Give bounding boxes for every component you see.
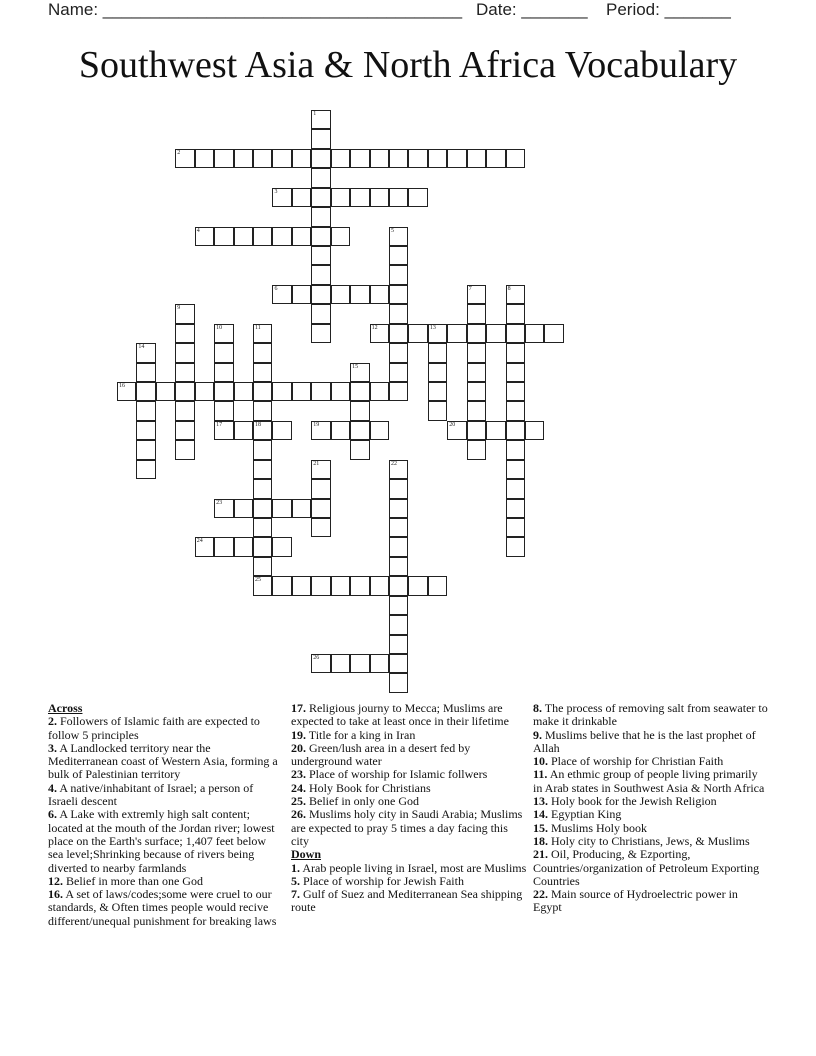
crossword-cell[interactable] <box>331 421 350 440</box>
down-clue-14: 14. Egyptian King <box>533 807 622 822</box>
crossword-cell[interactable] <box>389 479 408 498</box>
crossword-cell[interactable] <box>331 654 350 673</box>
crossword-cell[interactable] <box>195 149 214 168</box>
clue-number: 25 <box>255 577 261 584</box>
down-heading: Down <box>291 847 322 862</box>
crossword-cell[interactable] <box>311 227 330 246</box>
clue-number: 16 <box>119 383 125 390</box>
crossword-cell[interactable] <box>136 440 155 459</box>
crossword-cell[interactable] <box>408 576 427 595</box>
crossword-cell[interactable] <box>389 304 408 323</box>
crossword-cell[interactable] <box>311 265 330 284</box>
down-clue-9: 9. Muslims belive that he is the last prophet of Allah <box>533 727 756 755</box>
across-clue-6: 6. A Lake with extremly high salt content; located at the mouth of the Jordan river; lowest place on the Earth's surface; 1,407 feet below sea level;Shrinking because of rivers being diverted to nearby farmlands <box>48 807 275 875</box>
crossword-cell[interactable] <box>292 382 311 401</box>
crossword-cell[interactable] <box>136 363 155 382</box>
crossword-cell[interactable] <box>486 324 505 343</box>
clue-number: 21 <box>313 460 320 467</box>
clue-number: 17 <box>216 421 223 428</box>
crossword-cell[interactable] <box>136 460 155 479</box>
across-clue-25: 25. Belief in only one God <box>291 794 419 809</box>
crossword-cell[interactable] <box>272 499 291 518</box>
crossword-cell[interactable] <box>447 421 466 440</box>
crossword-cell[interactable] <box>214 421 233 440</box>
across-clue-12: 12. Belief in more than one God <box>48 873 203 888</box>
crossword-cell[interactable] <box>525 421 544 440</box>
down-clue-18: 18. Holy city to Christians, Jews, & Muslims <box>533 833 750 848</box>
crossword-cell[interactable] <box>175 382 194 401</box>
crossword-cell[interactable] <box>467 304 486 323</box>
crossword-cell[interactable] <box>370 188 389 207</box>
page-title: Southwest Asia & North Africa Vocabulary <box>78 44 738 86</box>
crossword-cell[interactable] <box>117 382 136 401</box>
crossword-cell[interactable] <box>253 499 272 518</box>
crossword-cell[interactable] <box>175 324 194 343</box>
crossword-cell[interactable] <box>311 304 330 323</box>
crossword-cell[interactable] <box>389 363 408 382</box>
crossword-cell[interactable] <box>214 363 233 382</box>
crossword-cell[interactable] <box>389 654 408 673</box>
crossword-cell[interactable] <box>311 285 330 304</box>
crossword-cell[interactable] <box>506 460 525 479</box>
crossword-cell[interactable] <box>175 343 194 362</box>
crossword-cell[interactable] <box>156 382 175 401</box>
crossword-cell[interactable] <box>331 188 350 207</box>
crossword-cell[interactable] <box>370 324 389 343</box>
crossword-cell[interactable] <box>272 576 291 595</box>
crossword-cell[interactable] <box>253 557 272 576</box>
crossword-cell[interactable] <box>350 382 369 401</box>
crossword-cell[interactable] <box>311 129 330 148</box>
clue-number: 6 <box>274 285 278 292</box>
crossword-cell[interactable] <box>486 149 505 168</box>
across-clue-24: 24. Holy Book for Christians <box>291 780 431 795</box>
crossword-cell[interactable] <box>506 363 525 382</box>
across-clue-19: 19. Title for a king in Iran <box>291 727 416 742</box>
crossword-cell[interactable] <box>175 421 194 440</box>
crossword-cell[interactable] <box>195 382 214 401</box>
clue-number: 10 <box>216 324 223 331</box>
crossword-cell[interactable] <box>292 499 311 518</box>
crossword-cell[interactable] <box>253 382 272 401</box>
crossword-cell[interactable] <box>506 421 525 440</box>
across-clue-20: 20. Green/lush area in a desert fed by underground water <box>291 740 471 769</box>
crossword-cell[interactable] <box>389 537 408 556</box>
crossword-cell[interactable] <box>253 421 272 440</box>
crossword-cell[interactable] <box>331 285 350 304</box>
crossword-cell[interactable] <box>350 576 369 595</box>
crossword-cell[interactable] <box>428 324 447 343</box>
crossword-cell[interactable] <box>389 557 408 576</box>
across-heading: Across <box>48 701 83 715</box>
crossword-cell[interactable] <box>389 343 408 362</box>
crossword-cell[interactable] <box>214 227 233 246</box>
crossword-cell[interactable] <box>195 227 214 246</box>
crossword-cell[interactable] <box>292 188 311 207</box>
crossword-cell[interactable] <box>272 382 291 401</box>
crossword-cell[interactable] <box>175 363 194 382</box>
crossword-cell[interactable] <box>253 479 272 498</box>
crossword-cell[interactable] <box>525 324 544 343</box>
across-clue-17: 17. Religious journy to Mecca; Muslims are expected to take at least once in their lifetime <box>291 701 509 729</box>
crossword-cell[interactable] <box>506 537 525 556</box>
crossword-cell[interactable] <box>253 537 272 556</box>
crossword-cell[interactable] <box>175 401 194 420</box>
crossword-cell[interactable] <box>544 324 563 343</box>
crossword-cell[interactable] <box>253 363 272 382</box>
crossword-cell[interactable] <box>214 499 233 518</box>
crossword-cell[interactable] <box>253 518 272 537</box>
crossword-cell[interactable] <box>506 285 525 304</box>
crossword-cell[interactable] <box>136 421 155 440</box>
crossword-cell[interactable] <box>331 382 350 401</box>
crossword-cell[interactable] <box>408 324 427 343</box>
clue-number: 7 <box>468 285 472 292</box>
crossword-cell[interactable] <box>350 285 369 304</box>
crossword-cell[interactable] <box>136 382 155 401</box>
crossword-cell[interactable] <box>506 343 525 362</box>
crossword-cell[interactable] <box>350 401 369 420</box>
crossword-cell[interactable] <box>506 304 525 323</box>
crossword-cell[interactable] <box>467 440 486 459</box>
crossword-cell[interactable] <box>234 537 253 556</box>
crossword-cell[interactable] <box>428 382 447 401</box>
crossword-cell[interactable] <box>311 479 330 498</box>
crossword-cell[interactable] <box>506 149 525 168</box>
crossword-cell[interactable] <box>408 188 427 207</box>
clue-number: 19 <box>313 421 320 428</box>
crossword-cell[interactable] <box>428 149 447 168</box>
crossword-cell[interactable] <box>253 440 272 459</box>
crossword-cell[interactable] <box>234 382 253 401</box>
crossword-cell[interactable] <box>311 576 330 595</box>
crossword-cell[interactable] <box>506 479 525 498</box>
across-clue-26: 26. Muslims holy city in Saudi Arabia; Muslims are expected to pray 5 times a day facing this city <box>291 807 523 848</box>
crossword-cell[interactable] <box>272 149 291 168</box>
crossword-cell[interactable] <box>331 227 350 246</box>
down-clue-22: 22. Main source of Hydroelectric power in Egypt <box>533 887 738 915</box>
crossword-cell[interactable] <box>370 576 389 595</box>
crossword-cell[interactable] <box>447 149 466 168</box>
down-clue-11: 11. An ethmic group of people living primarily in Arab states in Southwest Asia & North Africa <box>533 767 765 795</box>
crossword-cell[interactable] <box>447 324 466 343</box>
crossword-cell[interactable] <box>467 285 486 304</box>
clue-number: 11 <box>255 324 261 331</box>
crossword-cell[interactable] <box>272 285 291 304</box>
crossword-cell[interactable] <box>311 518 330 537</box>
crossword-cell[interactable] <box>389 265 408 284</box>
clues-column-3 <box>533 702 769 915</box>
crossword-cell[interactable] <box>389 246 408 265</box>
crossword-cell[interactable] <box>408 149 427 168</box>
crossword-cell[interactable] <box>292 149 311 168</box>
crossword-cell[interactable] <box>234 149 253 168</box>
crossword-cell[interactable] <box>311 168 330 187</box>
clue-number: 14 <box>138 344 145 351</box>
clue-number: 8 <box>507 285 511 292</box>
crossword-cell[interactable] <box>389 673 408 692</box>
clue-number: 20 <box>449 421 456 428</box>
clue-number: 5 <box>391 227 395 234</box>
crossword-cell[interactable] <box>350 440 369 459</box>
crossword-cell[interactable] <box>428 576 447 595</box>
crossword-cell[interactable] <box>467 324 486 343</box>
clue-number: 3 <box>274 188 278 195</box>
crossword-cell[interactable] <box>467 343 486 362</box>
clue-number: 15 <box>352 363 359 370</box>
crossword-cell[interactable] <box>253 343 272 362</box>
down-clue-1: 1. Arab people living in Israel, most are Muslims <box>291 860 527 875</box>
down-clue-15: 15. Muslims Holy book <box>533 820 648 835</box>
clue-number: 24 <box>196 538 203 545</box>
crossword-cell[interactable] <box>311 654 330 673</box>
crossword-cell[interactable] <box>389 615 408 634</box>
crossword-cell[interactable] <box>389 382 408 401</box>
crossword-cell[interactable] <box>253 149 272 168</box>
crossword-cell[interactable] <box>234 227 253 246</box>
clue-number: 22 <box>391 460 398 467</box>
clue-number: 12 <box>371 324 378 331</box>
crossword-cell[interactable] <box>311 499 330 518</box>
crossword-cell[interactable] <box>311 149 330 168</box>
crossword-cell[interactable] <box>506 440 525 459</box>
crossword-cell[interactable] <box>253 227 272 246</box>
crossword-cell[interactable] <box>331 576 350 595</box>
name-field-label[interactable]: Name: ______________________________________ <box>48 0 463 19</box>
crossword-cell[interactable] <box>136 401 155 420</box>
clues-column-2 <box>291 702 527 915</box>
crossword-cell[interactable] <box>214 537 233 556</box>
crossword-cell[interactable] <box>389 227 408 246</box>
crossword-cell[interactable] <box>428 401 447 420</box>
crossword-cell[interactable] <box>234 421 253 440</box>
crossword-cell[interactable] <box>214 149 233 168</box>
crossword-cell[interactable] <box>467 382 486 401</box>
crossword-cell[interactable] <box>311 382 330 401</box>
crossword-cell[interactable] <box>331 149 350 168</box>
clue-number: 2 <box>177 149 181 156</box>
clues-column-1 <box>48 702 283 928</box>
clue-number: 9 <box>177 305 181 312</box>
clue-number: 18 <box>255 421 261 428</box>
crossword-cell[interactable] <box>370 149 389 168</box>
crossword-cell[interactable] <box>253 401 272 420</box>
crossword-cell[interactable] <box>350 421 369 440</box>
across-clue-4: 4. A native/inhabitant of Israel; a person of Israeli descent <box>48 780 254 809</box>
crossword-cell[interactable] <box>506 499 525 518</box>
crossword-cell[interactable] <box>292 227 311 246</box>
down-clue-10: 10. Place of worship for Christian Faith <box>533 754 724 769</box>
crossword-cell[interactable] <box>214 324 233 343</box>
down-clue-21: 21. Oil, Producing, & Ezporting, Countries/organization of Petroleum Exporting Countries <box>533 847 760 888</box>
clue-number: 26 <box>313 655 320 662</box>
crossword-cell[interactable] <box>506 401 525 420</box>
crossword-cell[interactable] <box>389 576 408 595</box>
crossword-cell[interactable] <box>389 635 408 654</box>
crossword-cell[interactable] <box>311 110 330 129</box>
crossword-cell[interactable] <box>272 537 291 556</box>
crossword-cell[interactable] <box>272 227 291 246</box>
crossword-cell[interactable] <box>428 343 447 362</box>
crossword-cell[interactable] <box>272 421 291 440</box>
crossword-cell[interactable] <box>234 499 253 518</box>
crossword-cell[interactable] <box>467 401 486 420</box>
crossword-cell[interactable] <box>389 188 408 207</box>
crossword-cell[interactable] <box>214 343 233 362</box>
crossword-cell[interactable] <box>292 285 311 304</box>
crossword-cell[interactable] <box>389 518 408 537</box>
crossword-cell[interactable] <box>175 149 194 168</box>
crossword-cell[interactable] <box>350 149 369 168</box>
down-clue-7: 7. Gulf of Suez and Mediterranean Sea shipping route <box>291 887 523 915</box>
crossword-cell[interactable] <box>506 382 525 401</box>
crossword-cell[interactable] <box>389 285 408 304</box>
down-clue-5: 5. Place of worship for Jewish Faith <box>291 873 464 888</box>
crossword-cell[interactable] <box>370 382 389 401</box>
across-clue-2: 2. Followers of Islamic faith are expected to follow 5 principles <box>48 714 260 742</box>
crossword-cell[interactable] <box>311 207 330 226</box>
crossword-cell[interactable] <box>136 343 155 362</box>
crossword-cell[interactable] <box>292 576 311 595</box>
crossword-cell[interactable] <box>175 304 194 323</box>
crossword-cell[interactable] <box>195 537 214 556</box>
crossword-cell[interactable] <box>311 246 330 265</box>
across-clue-23: 23. Place of worship for Islamic follwers <box>291 767 488 782</box>
crossword-cell[interactable] <box>311 460 330 479</box>
crossword-cell[interactable] <box>311 421 330 440</box>
crossword-cell[interactable] <box>389 596 408 615</box>
clue-number: 1 <box>313 111 317 117</box>
crossword-cell[interactable] <box>253 576 272 595</box>
crossword-cell[interactable] <box>428 363 447 382</box>
crossword-cell[interactable] <box>506 518 525 537</box>
crossword-cell[interactable] <box>370 421 389 440</box>
crossword-cell[interactable] <box>506 324 525 343</box>
crossword-cell[interactable] <box>389 324 408 343</box>
crossword-cell[interactable] <box>350 654 369 673</box>
crossword-cell[interactable] <box>389 149 408 168</box>
down-clue-8: 8. The process of removing salt from seawater to make it drinkable <box>533 701 768 729</box>
crossword-cell[interactable] <box>311 188 330 207</box>
crossword-cell[interactable] <box>272 188 291 207</box>
crossword-cell[interactable] <box>467 149 486 168</box>
crossword-cell[interactable] <box>214 401 233 420</box>
across-clue-16: 16. A set of laws/codes;some were cruel to our standards, & Often times people would recive different/unequal punishment for breaking laws <box>48 887 277 928</box>
clue-number: 4 <box>196 227 200 234</box>
crossword-cell[interactable] <box>350 188 369 207</box>
period-field-label[interactable]: Period: _______ <box>606 0 731 19</box>
date-field-label[interactable]: Date: _______ <box>476 0 588 19</box>
crossword-cell[interactable] <box>467 363 486 382</box>
across-clue-3: 3. A Landlocked territory near the Mediterranean coast of Western Asia, forming a bulk of Palestinian territory <box>48 740 278 782</box>
crossword-cell[interactable] <box>350 363 369 382</box>
crossword-cell[interactable] <box>370 654 389 673</box>
crossword-cell[interactable] <box>311 324 330 343</box>
crossword-cell[interactable] <box>370 285 389 304</box>
crossword-cell[interactable] <box>214 382 233 401</box>
clue-number: 13 <box>429 324 436 331</box>
crossword-cell[interactable] <box>389 499 408 518</box>
crossword-cell[interactable] <box>253 324 272 343</box>
crossword-cell[interactable] <box>486 421 505 440</box>
crossword-cell[interactable] <box>389 460 408 479</box>
crossword-cell[interactable] <box>253 460 272 479</box>
clue-number: 23 <box>216 499 223 506</box>
crossword-cell[interactable] <box>175 440 194 459</box>
crossword-cell[interactable] <box>467 421 486 440</box>
down-clue-13: 13. Holy book for the Jewish Religion <box>533 794 717 809</box>
